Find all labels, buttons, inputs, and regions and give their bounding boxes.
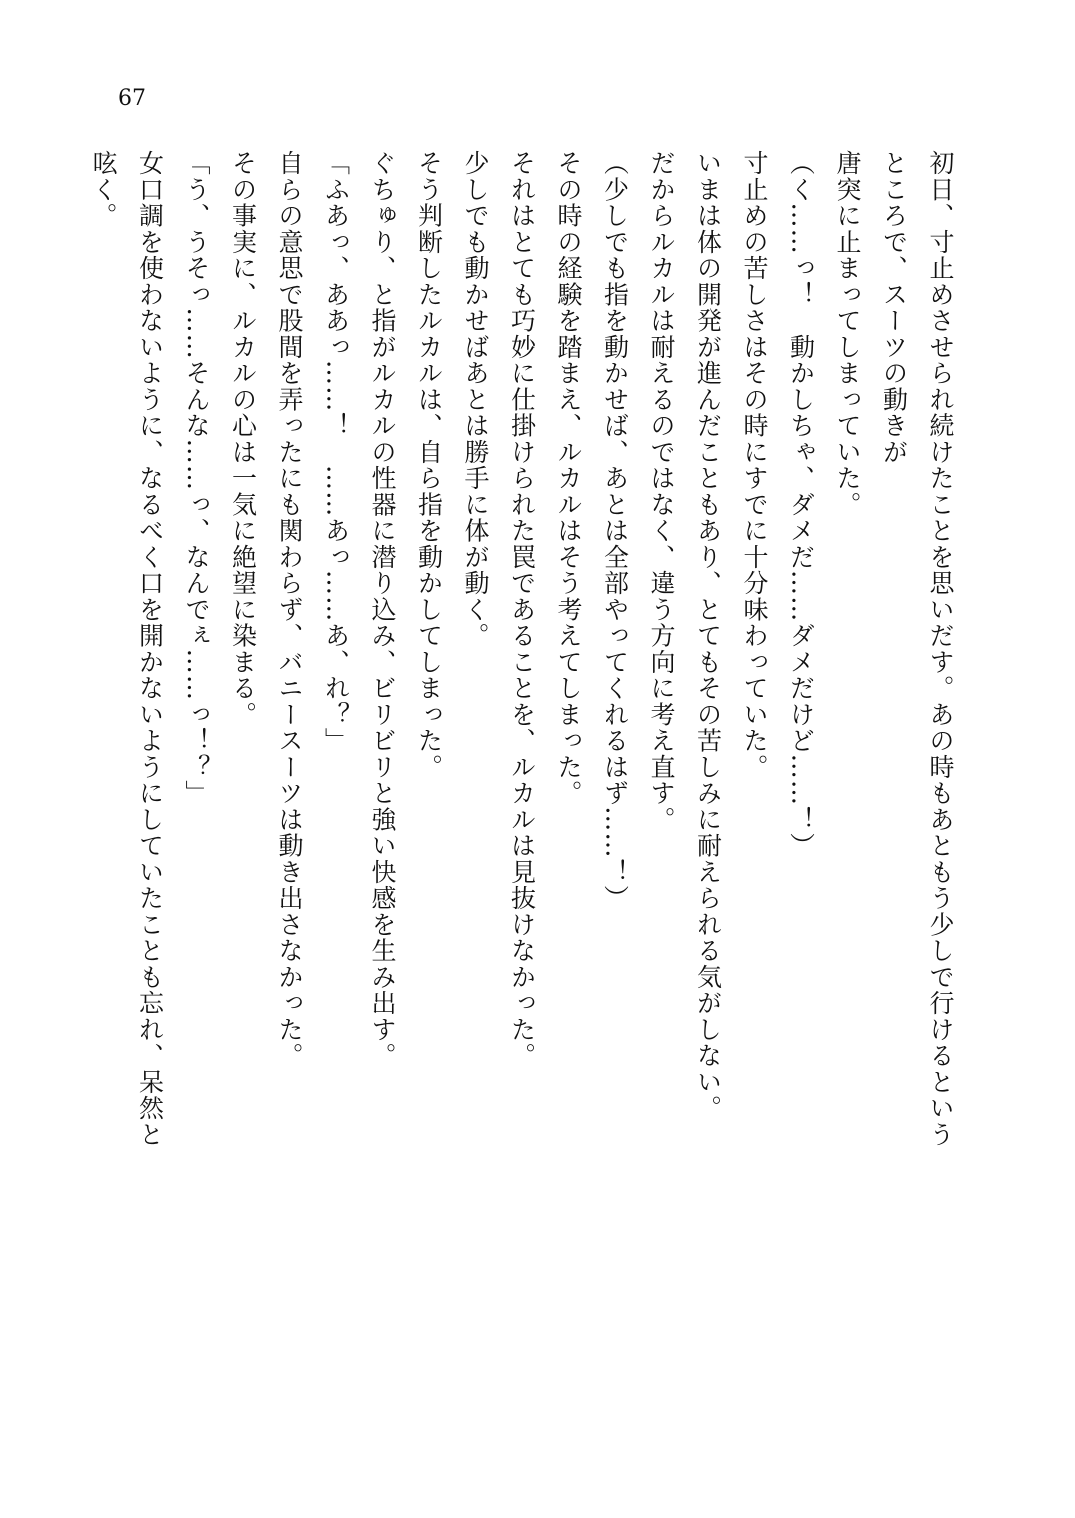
text-line: （く……っ！ 動かしちゃ、ダメだ……ダメだけど……！） xyxy=(786,150,816,859)
text-line: 女口調を使わないように、なるべく口を開かないようにしていたことも忘れ、呆然と呟く。 xyxy=(89,150,165,1148)
text-line: そう判断したルカルは、自ら指を動かしてしまった。 xyxy=(414,150,444,780)
novel-text-block xyxy=(80,150,964,1160)
text-line: 寸止めの苦しさはその時にすでに十分味わっていた。 xyxy=(740,150,769,780)
text-line: （少しでも指を動かせば、あとは全部やってくれるはず……！） xyxy=(600,150,630,912)
text-line: 少しでも動かせばあとは勝手に体が動く。 xyxy=(461,150,490,649)
text-line: 「ふあっ、ああっ……！ ……あっ……あ、れ？」 xyxy=(321,150,351,754)
text-line: 自らの意思で股間を弄ったにも関わらず、バニースーツは動き出さなかった。 xyxy=(275,150,304,1069)
text-line: 「う、うそっ……そんな……っ、なんでぇ……っ！？」 xyxy=(182,150,211,807)
text-line: いまは体の開発が進んだこともあり、とてもその苦しみに耐えられる気がしない。 xyxy=(693,150,723,1122)
text-line: それはとても巧妙に仕掛けられた罠であることを、ルカルは見抜けなかった。 xyxy=(507,150,537,1069)
text-line: その事実に、ルカルの心は一気に絶望に染まる。 xyxy=(228,150,258,728)
page-number: 67 xyxy=(118,86,146,111)
text-line: 初日、寸止めさせられ続けたことを思いだす。あの時もあともう少しで行けるというところで、スーツの動きが xyxy=(879,150,955,1148)
text-line: ぐちゅり、と指がルカルの性器に潜り込み、ビリビリと強い快感を生み出す。 xyxy=(368,150,397,1069)
text-line: その時の経験を踏まえ、ルカルはそう考えてしまった。 xyxy=(554,150,583,807)
text-line: だからルカルは耐えるのではなく、違う方向に考え直す。 xyxy=(647,150,676,833)
text-line: 唐突に止まってしまっていた。 xyxy=(833,150,862,518)
